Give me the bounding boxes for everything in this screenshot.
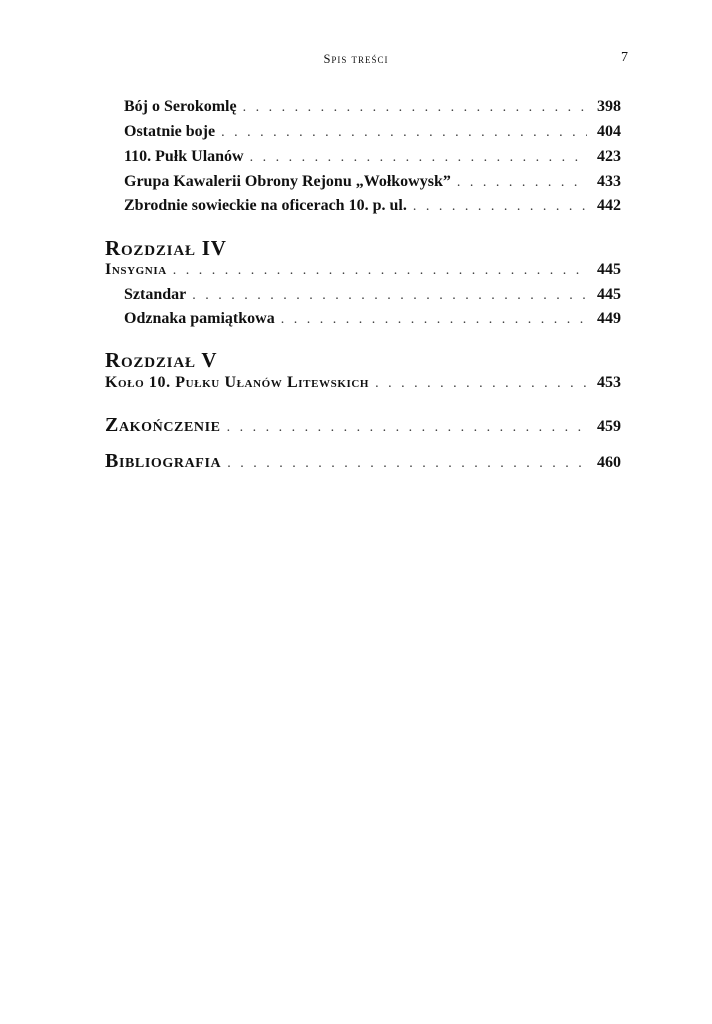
- toc-section-page: 445: [597, 261, 621, 278]
- leader-dots: [173, 263, 587, 279]
- toc-entry-label: 110. Pułk Ulanów: [124, 148, 244, 165]
- leader-dots: [221, 125, 587, 141]
- toc-entry: [124, 197, 621, 215]
- leader-dots: [281, 312, 587, 328]
- toc-entry: [124, 98, 621, 116]
- leader-dots: [192, 288, 587, 304]
- leader-dots: [375, 376, 587, 392]
- toc-entry-label: Ostatnie boje: [124, 123, 216, 140]
- page-number: 7: [621, 50, 628, 65]
- toc-closing-page: 459: [597, 418, 621, 435]
- leader-dots: [227, 456, 587, 472]
- toc-entry-page: 423: [597, 148, 621, 165]
- toc-entry-label: Odznaka pamiątkowa: [124, 310, 275, 327]
- toc-section-label: Insygnia: [105, 261, 167, 278]
- toc-entry: [124, 310, 621, 328]
- toc-entry-label: Zbrodnie sowieckie na oficerach 10. p. ul.: [124, 197, 407, 214]
- chapter-heading: Rozdział IV: [105, 236, 227, 260]
- toc-closing-label: Zakończenie: [105, 414, 221, 436]
- toc-entry: [124, 123, 621, 141]
- chapter-heading: Rozdział V: [105, 348, 218, 372]
- toc-section-page: 453: [597, 374, 621, 391]
- toc-entry-page: 442: [597, 197, 621, 214]
- leader-dots: [413, 199, 587, 215]
- toc-bibliography-label: Bibliografia: [105, 450, 222, 472]
- toc-entry-page: 445: [597, 286, 621, 303]
- toc-entry: [124, 173, 621, 191]
- leader-dots: [250, 150, 587, 166]
- toc-entry: [124, 148, 621, 166]
- leader-dots: [243, 100, 587, 116]
- toc-entry-label: Bój o Serokomlę: [124, 98, 237, 115]
- toc-bibliography: [105, 450, 621, 473]
- running-head: Spis treści: [323, 52, 389, 66]
- toc-closing: [105, 414, 621, 437]
- toc-entry-page: 404: [597, 123, 621, 140]
- leader-dots: [227, 420, 587, 436]
- toc-entry-label: Grupa Kawalerii Obrony Rejonu „Wołkowysk”: [124, 173, 451, 190]
- toc-entry-label: Sztandar: [124, 286, 187, 303]
- toc-entry-page: 449: [597, 310, 621, 327]
- toc-section-label: Koło 10. Pułku Ułanów Litewskich: [105, 374, 370, 391]
- toc-bibliography-page: 460: [597, 454, 621, 471]
- toc-section: [105, 261, 621, 279]
- toc-entry: [124, 286, 621, 304]
- toc-section: [105, 374, 621, 392]
- leader-dots: [457, 175, 587, 191]
- toc-entry-page: 398: [597, 98, 621, 115]
- toc-entry-page: 433: [597, 173, 621, 190]
